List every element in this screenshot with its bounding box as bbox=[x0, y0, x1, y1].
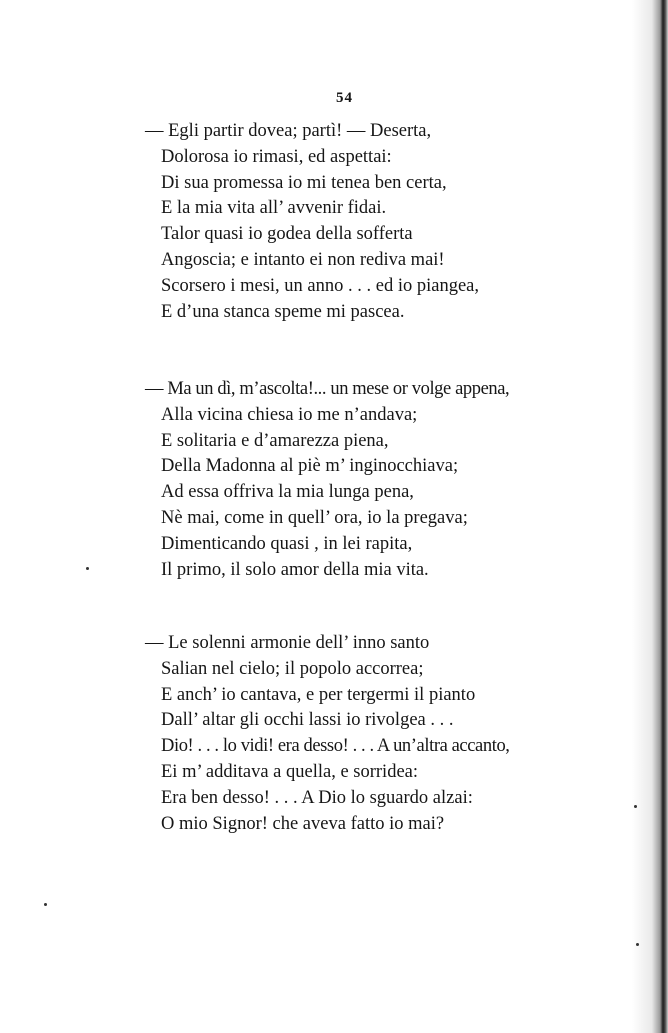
verse-line: Nè mai, come in quell’ ora, io la pregava; bbox=[161, 507, 468, 528]
verse-line: Scorsero i mesi, un anno . . . ed io piangea, bbox=[161, 275, 480, 296]
verse-line: Dolorosa io rimasi, ed aspettai: bbox=[161, 146, 392, 167]
verse-line: Il primo, il solo amor della mia vita. bbox=[161, 559, 429, 580]
stanza-3 bbox=[145, 631, 565, 837]
verse-line: Dimenticando quasi , in lei rapita, bbox=[161, 533, 413, 554]
verse-line: Salian nel cielo; il popolo accorrea; bbox=[161, 658, 424, 679]
verse-line: Talor quasi io godea della sofferta bbox=[161, 224, 413, 245]
page-number: 54 bbox=[336, 90, 353, 106]
ink-speck bbox=[86, 567, 89, 570]
verse-line: E anch’ io cantava, e per tergermi il pianto bbox=[161, 684, 476, 705]
verse-line: E la mia vita all’ avvenir fidai. bbox=[161, 198, 387, 219]
verse-line: E d’una stanca speme mi pascea. bbox=[161, 301, 405, 322]
verse-line: Dio! . . . lo vidi! era desso! . . . A un’altra accanto, bbox=[161, 736, 510, 757]
verse-line: — Ma un dì, m’ascolta!... un mese or volge appena, bbox=[145, 379, 510, 399]
ink-speck bbox=[636, 943, 639, 946]
verse-line: — Egli partir dovea; partì! — Deserta, bbox=[145, 121, 432, 141]
verse-line: E solitaria e d’amarezza piena, bbox=[161, 430, 389, 451]
stanza-2 bbox=[145, 377, 565, 583]
verse-line: Angoscia; e intanto ei non rediva mai! bbox=[161, 249, 445, 270]
verse-line: Ad essa offriva la mia lunga pena, bbox=[161, 482, 414, 503]
verse-line: Alla vicina chiesa io me n’andava; bbox=[161, 404, 418, 425]
verse-line: O mio Signor! che aveva fatto io mai? bbox=[161, 813, 445, 834]
verse-line: Ei m’ additava a quella, e sorridea: bbox=[161, 761, 419, 782]
verse-line: Dall’ altar gli occhi lassi io rivolgea . . . bbox=[161, 710, 454, 731]
page-binding-edge bbox=[632, 0, 668, 1033]
verse-line: — Le solenni armonie dell’ inno santo bbox=[145, 633, 430, 653]
ink-speck bbox=[44, 903, 47, 906]
verse-line: Della Madonna al piè m’ inginocchiava; bbox=[161, 456, 459, 477]
ink-speck bbox=[634, 805, 637, 808]
verse-line: Era ben desso! . . . A Dio lo sguardo alzai: bbox=[161, 787, 473, 808]
stanza-1 bbox=[145, 119, 565, 325]
verse-line: Di sua promessa io mi tenea ben certa, bbox=[161, 172, 447, 193]
